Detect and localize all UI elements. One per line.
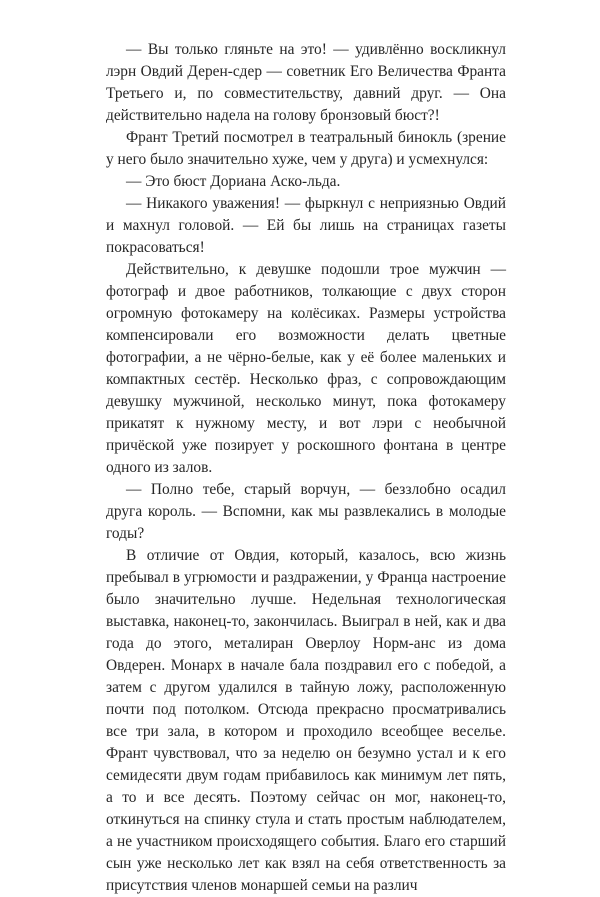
paragraph-no-respect: — Никакого уважения! — фыркнул с неприязнью Овдий и махнул головой. — Ей бы лишь на страницах газеты покрасоваться!: [106, 195, 506, 256]
paragraph-exhibition: В отличие от Овдия, который, казалось, всю жизнь пребывал в угрюмости и раздражении, у Франца настроение было значительно лучше. Недельная технологическая выставка, наконец-то, закончилась. Выиграл в ней, как и два года до этого, металиран Оверлоу Норм-анс из дома Овдерен. Монарх в начале бала поздравил его с победой, а затем с другом удалился в тайную ложу, расположенную почти под потолком. Отсюда прекрасно просматривались все три зала, в котором и проходило всеобщее веселье. Франт чувствовал, что за неделю он безумно устал и к его семидесяти двум годам прибавилось как минимум лет пять, а то и все десять. Поэтому сейчас он мог, наконец-то, откинуться на спинку стула и стать простым наблюдателем, а не участником происходящего события. Благо его старший сын уже несколько лет как взял на себя ответственность за присутствия членов монаршей семьи на различ: [106, 547, 506, 894]
paragraph-bust: — Это бюст Дориана Аско-льда.: [126, 173, 341, 190]
book-page: [106, 39, 506, 897]
paragraph-old-grumbler: — Полно тебе, старый ворчун, — беззлобно осадил друга король. — Вспомни, как мы развлекались в молодые годы?: [106, 481, 506, 542]
paragraph-binoculars: Франт Третий посмотрел в театральный бинокль (зрение у него было значительно хуже, чем у друга) и усмехнулся:: [106, 129, 506, 168]
paragraph-exclamation: — Вы только гляньте на это! — удивлённо воскликнул лэрн Овдий Дерен-сдер — советник Его Величества Франта Третьего и, по совместительству, давний друг. — Она действительно надела на голову бронзовый бюст?!: [106, 41, 506, 124]
paragraph-photographer: Действительно, к девушке подошли трое мужчин — фотограф и двое работников, толкающие с двух сторон огромную фотокамеру на колёсиках. Размеры устройства компенсировали его возможности делать цветные фотографии, а не чёрно-белые, как у её более маленьких и компактных сестёр. Несколько фраз, с сопровождающим девушку мужчиной, несколько минут, пока фотокамеру прикатят к нужному месту, и вот лэри с необычной причёской уже позирует у роскошного фонтана в центре одного из залов.: [106, 261, 506, 476]
